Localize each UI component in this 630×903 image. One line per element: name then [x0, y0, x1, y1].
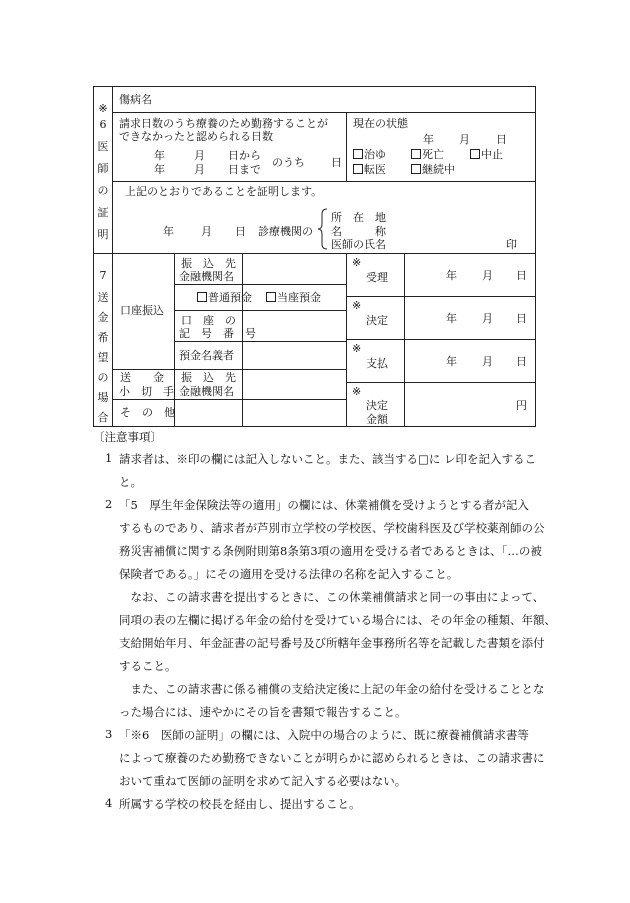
account-transfer-label: 口座振込 [120, 304, 164, 317]
yen-unit: 円 [516, 399, 527, 412]
table-border-left [93, 86, 94, 427]
char: 証 [97, 206, 109, 219]
account-holder-label: 預金名義者 [179, 349, 234, 362]
col-line [174, 253, 175, 426]
seal-mark: 印 [506, 238, 517, 251]
row-line [112, 112, 535, 113]
number: 6 [99, 118, 107, 131]
days-label-line1: 請求日数のうち療養のため勤務することが [119, 117, 328, 130]
char: 合 [97, 411, 109, 424]
paid-day: 日 [516, 355, 527, 368]
other-label: そ の 他 [120, 406, 175, 419]
days-label-line2: できなかったと認められる日数 [119, 130, 273, 143]
table-border-right [535, 86, 536, 427]
checkbox-icon [470, 149, 480, 159]
received-label: 受理 [366, 271, 388, 284]
char: 金 [97, 311, 109, 324]
row-line [174, 284, 346, 285]
row-line [112, 369, 346, 370]
table-side-divider [112, 86, 113, 427]
status-continuing-checkbox[interactable] [411, 164, 455, 175]
institution-label: 診療機関の [258, 225, 313, 238]
char: 望 [97, 351, 109, 364]
address-label: 所 在 地 [331, 211, 386, 224]
status-day: 日 [496, 133, 507, 146]
check-bank-label-line1: 振 込 先 [181, 371, 236, 384]
paid-label: 支払 [366, 357, 388, 370]
char: の [97, 184, 109, 197]
bank-label-line1: 振 込 先 [181, 257, 236, 270]
note-line: 「※6 医師の証明」の欄には、入院中の場合のように、既に療養補償請求書等 [119, 728, 529, 742]
decided-amount-label-line2: 金額 [366, 413, 388, 426]
notes-title: 〔注意事項〕 [93, 430, 162, 444]
table-border-bottom [93, 426, 536, 427]
mark: ※ [352, 342, 362, 355]
row-line [174, 310, 346, 311]
note-item-2 [119, 494, 556, 724]
note-line: った場合には、速やかにその旨を書類で報告すること。 [119, 705, 407, 719]
check-label-line2: 小 切 手 [119, 385, 174, 398]
char: 希 [97, 331, 109, 344]
option-label: 治ゆ [364, 148, 386, 161]
to-month: 月 [194, 163, 205, 176]
mark: ※ [352, 385, 362, 398]
note-line: おいて重ねて医師の証明を求めて記入する必要はない。 [119, 774, 407, 788]
char: 明 [97, 228, 109, 241]
note-line: によって療養のため勤務できないことが明らかに認められるときは、この請求書に [119, 751, 545, 765]
days-unit: 日 [331, 156, 342, 169]
checkbox-icon [353, 149, 363, 159]
received-month: 月 [482, 269, 493, 282]
mark: ※ [352, 299, 362, 312]
decided-year: 年 [446, 312, 457, 325]
option-label: 普通預金 [208, 291, 252, 304]
char: の [97, 371, 109, 384]
note-line: するものであり、請求者が芦別市立学校の学校医、学校歯科医及び学校薬剤師の公 [119, 521, 545, 535]
table-border-top [93, 86, 536, 87]
number: 7 [99, 269, 107, 282]
row-line [346, 382, 536, 383]
current-deposit-checkbox[interactable] [266, 292, 321, 303]
from-year: 年 [154, 149, 165, 162]
note-line: 保険者である。」にその適用を受ける法律の名称を記入すること。 [119, 567, 459, 581]
note-line: と。 [119, 475, 142, 489]
account-number-label-line2: 記 号 番 号 [179, 327, 256, 340]
option-label: 死亡 [422, 148, 444, 161]
checkbox-icon [197, 292, 207, 302]
to-day: 日まで [228, 163, 261, 176]
received-day: 日 [516, 269, 527, 282]
current-status-title: 現在の状態 [353, 117, 408, 130]
note-line: 務災害補償に関する条例附則第8条第3項の適用を受ける者であるときは、「…の被 [119, 544, 542, 558]
account-number-label-line1: 口 座 の [181, 314, 236, 327]
brace-icon [317, 208, 329, 250]
status-year: 年 [423, 133, 434, 146]
doctor-name-label: 医師の氏名 [331, 238, 386, 251]
institution-name-label: 名 称 [331, 225, 386, 238]
checkbox-icon [411, 164, 421, 174]
disease-name-label: 傷病名 [119, 93, 152, 106]
section-7-side-label [96, 270, 110, 423]
note-line: 支給開始年月、年金証書の記号番号及び所轄年金事務所名等を記載した書類を添付 [119, 636, 545, 650]
row-line [112, 399, 346, 400]
section-line [93, 253, 536, 254]
checkbox-icon [353, 164, 363, 174]
decided-day: 日 [516, 312, 527, 325]
cert-day: 日 [235, 225, 246, 238]
char: 医 [97, 140, 109, 153]
note-line: 「5 厚生年金保険法等の適用」の欄には、休業補償を受けようとする者が記入 [119, 498, 529, 512]
row-line [346, 296, 536, 297]
note-line: 請求者は、※印の欄には記入しないこと。また、該当する□に レ印を記入するこ [119, 452, 537, 466]
cert-year: 年 [163, 225, 174, 238]
note-number: 3 [105, 727, 113, 741]
note-number: 4 [105, 796, 113, 810]
section-6-side-label [96, 103, 110, 240]
status-died-checkbox[interactable] [411, 149, 444, 160]
note-line: すること。 [119, 659, 177, 673]
char: 師 [97, 162, 109, 175]
row-line [346, 339, 536, 340]
decided-label: 決定 [366, 314, 388, 327]
note-line: 同項の表の左欄に掲げる年金の給付を受けている場合には、その年金の種類、年額、 [119, 613, 556, 627]
status-month: 月 [459, 133, 470, 146]
bank-label-line2: 金融機関名 [179, 270, 234, 283]
note-line: また、この請求書に係る補償の支給決定後に上記の年金の給付を受けることとな [119, 682, 545, 696]
checkbox-icon [266, 292, 276, 302]
decided-month: 月 [482, 312, 493, 325]
note-number: 2 [105, 497, 113, 511]
decided-amount-label-line1: 決定 [366, 399, 388, 412]
cert-month: 月 [201, 225, 212, 238]
status-healed-checkbox[interactable] [353, 149, 386, 160]
char: 場 [97, 391, 109, 404]
note-line: 所属する学校の校長を経由し、提出すること。 [119, 797, 361, 811]
received-year: 年 [446, 269, 457, 282]
row-line [112, 181, 535, 182]
note-number: 1 [105, 451, 113, 465]
check-bank-label-line2: 金融機関名 [179, 385, 234, 398]
status-transferred-checkbox[interactable] [353, 164, 386, 175]
note-item-1 [119, 448, 536, 494]
note-line: なお、この請求書を提出するときに、この休業補償請求と同一の事由によって、 [119, 590, 545, 604]
mark: ※ [352, 256, 362, 269]
option-label: 中止 [481, 148, 503, 161]
option-label: 継続中 [422, 163, 455, 176]
certify-text: 上記のとおりであることを証明します。 [125, 185, 323, 198]
paid-year: 年 [446, 355, 457, 368]
from-month: 月 [194, 149, 205, 162]
col-line [346, 112, 347, 181]
check-label-line1: 送 金 [120, 371, 164, 384]
paid-month: 月 [482, 355, 493, 368]
normal-deposit-checkbox[interactable] [197, 292, 252, 303]
to-year: 年 [154, 163, 165, 176]
option-label: 当座預金 [277, 291, 321, 304]
row-line [174, 341, 346, 342]
char: 送 [97, 291, 109, 304]
option-label: 転医 [364, 163, 386, 176]
from-day: 日から [228, 149, 261, 162]
checkbox-icon [411, 149, 421, 159]
note-item-4 [119, 793, 361, 816]
note-item-3 [119, 724, 545, 793]
mark: ※ [98, 102, 108, 115]
status-stopped-checkbox[interactable] [470, 149, 503, 160]
of-which-label: のうち [272, 156, 305, 169]
